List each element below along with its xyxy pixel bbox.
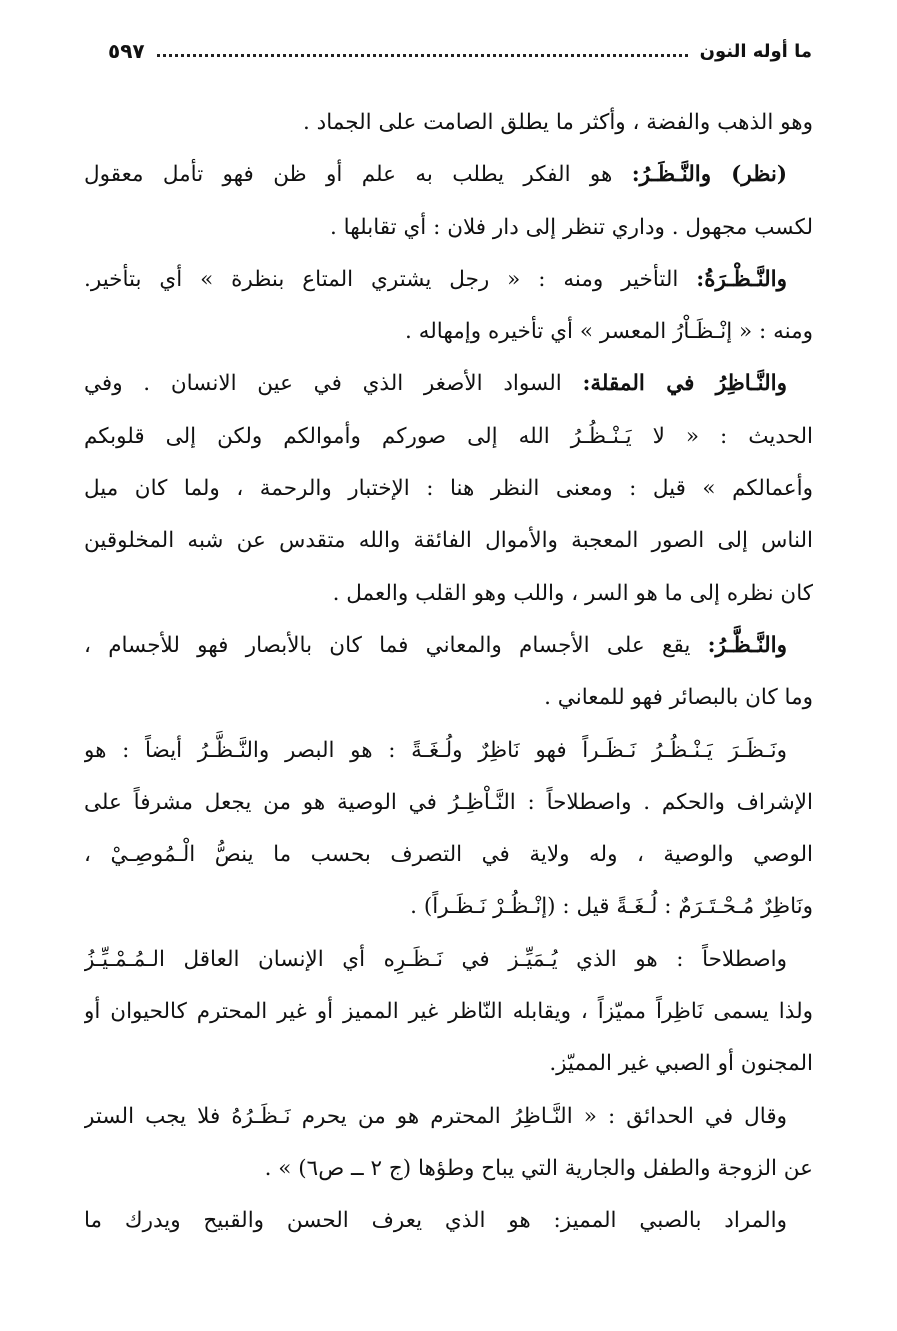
text-line: [84, 1143, 813, 1195]
line-text: لكسب مجهول . وداري تنظر إلى دار فلان : أي تقابلها .: [330, 214, 813, 240]
text-line: [84, 725, 813, 777]
text-line: [84, 1038, 813, 1090]
text-line: [84, 202, 813, 254]
text-line: [84, 1195, 813, 1247]
line-text: المجنون أو الصبي غير المميّز.: [549, 1051, 813, 1077]
text-line: [84, 515, 813, 567]
text-line: [84, 358, 813, 410]
running-header: [108, 36, 812, 66]
line-text: ولذا يسمى نَاظِراً مميّزاً ، ويقابله النّاظر غير المميز أو غير المحترم كالحيوان أو: [84, 999, 813, 1025]
line-text: الإشراف والحكم . واصطلاحاً : النَّـاْظِـرُ في الوصية هو من يجعل مشرفاً على: [84, 789, 813, 815]
text-line: [84, 881, 813, 933]
line-text: وقال في الحدائق : « النَّـاظِرُ المحترم هو من يحرم نَـظَـرُهُ فلا يجب الستر: [84, 1103, 787, 1129]
line-text: وهو الذهب والفضة ، وأكثر ما يطلق الصامت على الجماد .: [302, 110, 813, 135]
running-title: ما أوله النون: [699, 40, 812, 62]
line-text: يقع على الأجسام والمعاني فما كان بالأبصار فهو للأجسام ،: [84, 632, 708, 658]
line-text: وما كان بالبصائر فهو للمعاني .: [544, 685, 813, 711]
text-line: [84, 934, 813, 986]
body-text: [84, 97, 813, 1248]
dot-leader: [157, 54, 688, 57]
line-text: الناس إلى الصور المعجبة والأموال الفائقة والله متقدس عن شبه المخلوقين: [84, 528, 813, 554]
line-text: ونَاظِرٌ مُـحْـتَـرَمٌ : لُـغَـةً قيل : (إنْـظُـرْ نَـظَـراً) .: [410, 894, 813, 920]
text-line: [84, 97, 813, 149]
line-text: الوصي والوصية ، وله ولاية في التصرف بحسب ما ينصُّ الْـمُوصِـيْ ،: [84, 842, 813, 868]
page-number: ٥٩٧: [108, 39, 145, 63]
line-text: كان نظره إلى ما هو السر ، واللب وهو القلب والعمل .: [332, 580, 813, 606]
text-line: [84, 411, 813, 463]
text-line: [84, 463, 813, 515]
line-text: واصطلاحاً : هو الذي يُـمَيِّـز في نَـظَـرِه أي الإنسان العاقل الـمُـمْـيِّـزُ: [84, 946, 787, 972]
text-line: [84, 620, 813, 672]
line-text: والمراد بالصبي المميز: هو الذي يعرف الحسن والقبيح ويدرك ما: [84, 1208, 787, 1234]
text-line: [84, 149, 813, 201]
line-text: ومنه : « إنْـظَـاْرُ المعسر » أي تأخيره وإمهاله .: [405, 319, 813, 345]
line-text: ونَـظَـرَ يَـنْـظُـرُ نَـظَـراً فهو نَاظِرٌ ولُـغَـةً : هو البصر والنَّـظَّـرُ أيضاً : هو: [84, 737, 787, 763]
line-text: التأخير ومنه : « رجل يشتري المتاع بنظرة » أي بتأخير.: [84, 266, 697, 292]
text-line: [84, 1091, 813, 1143]
text-line: [84, 829, 813, 881]
headword: والنَّـظَّـرُ:: [707, 632, 787, 658]
headword: والنَّـظْـرَةُ:: [696, 266, 787, 292]
line-text: هو الفكر يطلب به علم أو ظن فهو تأمل معقول: [84, 162, 632, 188]
line-text: وأعمالكم » قيل : ومعنى النظر هنا : الإختبار والرحمة ، ولما كان ميل: [84, 476, 813, 502]
line-text: السواد الأصغر الذي في عين الانسان . وفي: [84, 371, 583, 397]
text-line: [84, 568, 813, 620]
text-line: [84, 254, 813, 306]
line-text: الحديث : « لا يَـنْـظُـرُ الله إلى صوركم وأموالكم ولكن إلى قلوبكم: [84, 423, 813, 449]
headword: والنَّـاظِرُ في المقلة:: [582, 371, 787, 397]
headword: (نظر) والنَّـظَـرُ:: [631, 162, 787, 188]
text-line: [84, 777, 813, 829]
text-line: [84, 306, 813, 358]
line-text: عن الزوجة والطفل والجارية التي يباح وطؤها (ج ٢ ــ ص٦) » .: [264, 1155, 813, 1181]
text-line: [84, 986, 813, 1038]
text-line: [84, 672, 813, 724]
